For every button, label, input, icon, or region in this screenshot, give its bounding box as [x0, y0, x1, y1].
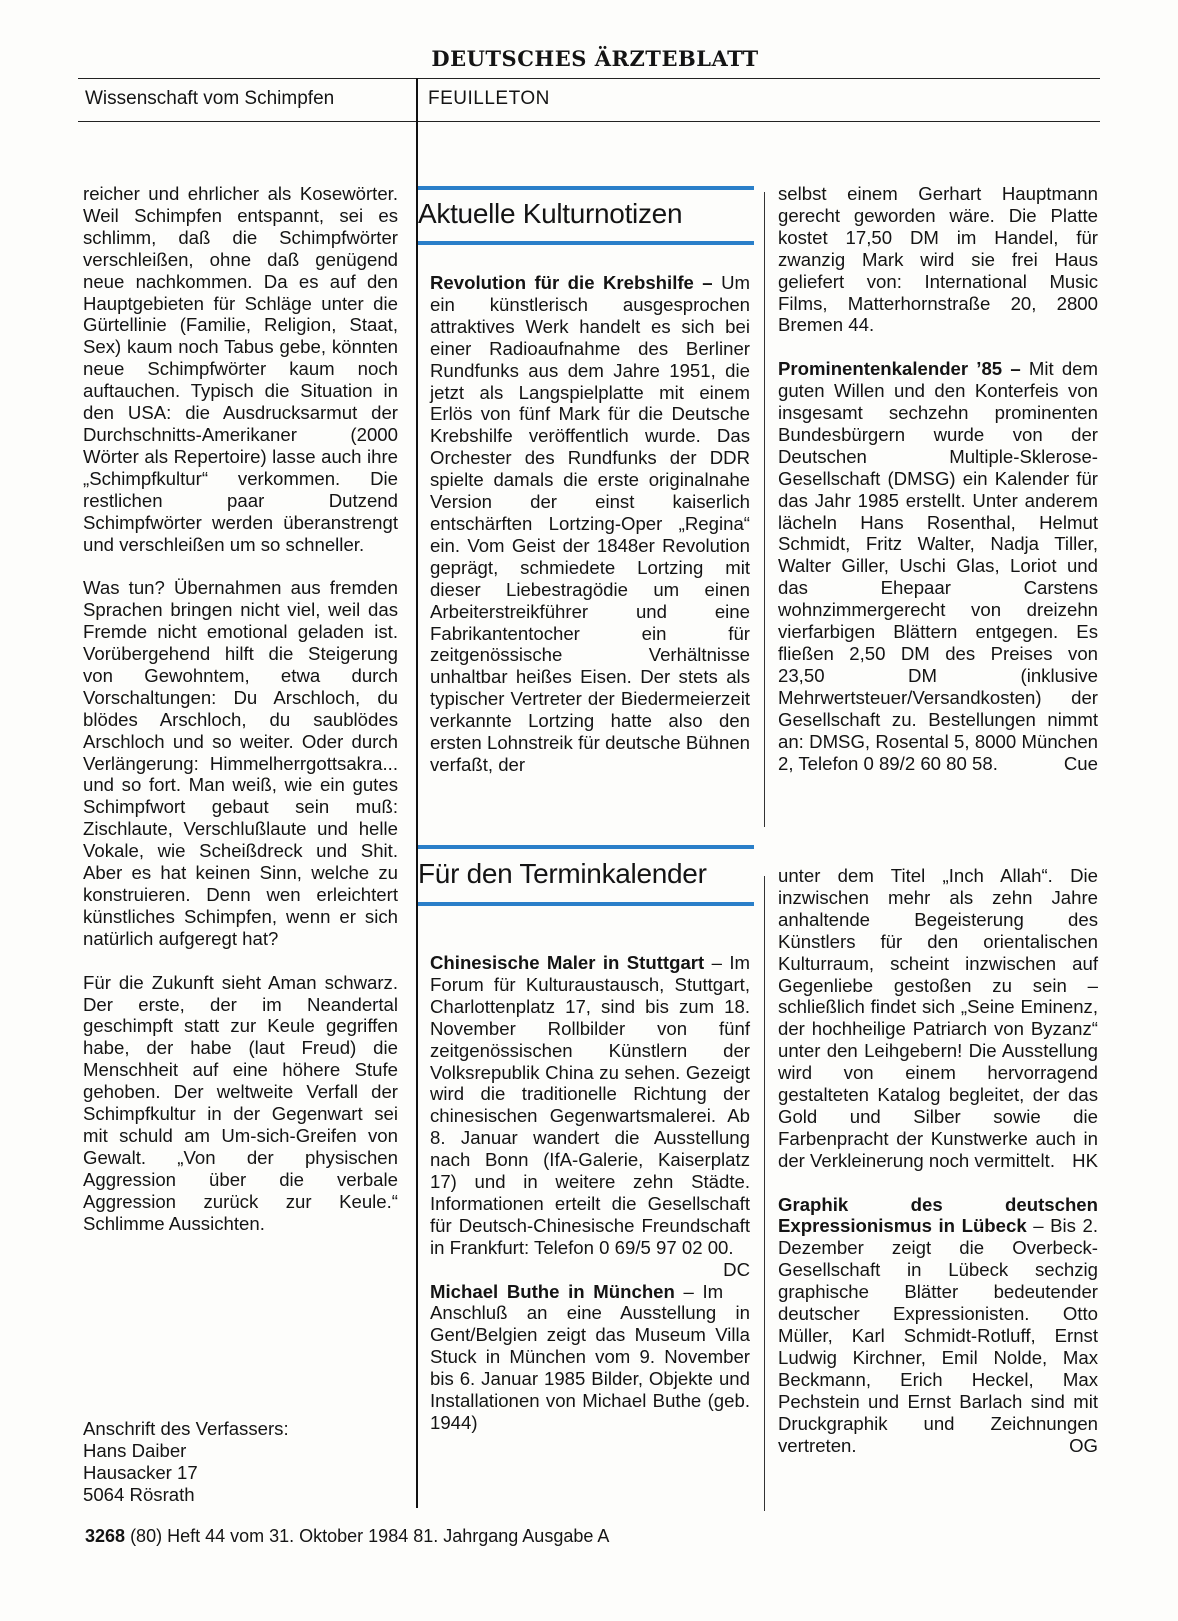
item-heading: Graphik des deutschen Expressionismus in Lübeck — [778, 1193, 1098, 1237]
box1-column-right — [778, 183, 1098, 774]
item-heading: Revolution für die Krebshilfe – — [430, 272, 713, 293]
article-running-title: Wissenschaft vom Schimpfen — [85, 88, 335, 109]
author-initials: HK — [1072, 1149, 1098, 1171]
item-heading: Prominentenkalender ’85 – — [778, 358, 1021, 380]
box2-top-rule — [418, 845, 754, 849]
header-rule — [78, 121, 1100, 122]
paragraph: Was tun? Übernahmen aus fremden Sprachen bringen nicht viel, weil das Fremde nicht emotional geladen ist. Vorübergehend hilft die Steigerung von Gewohntem, etwa durch Vorschaltungen: Du Arschloch, du blödes Arschloch, du saublödes Arschloch und so weiter. Oder durch Verlängerung: Himmelherrgottsakra... und so fort. Man weiß, wie ein gutes Schimpfwort gebaut sein muß: Zischlaute, Verschlußlaute und helle Vokale, wie Scheißdreck und Shit. Aber es hat keinen Sinn, welche zu konstruieren. Denn wen erleichtert künstliches Schimpfen, wenn er sich natürlich aufgeregt hat? — [83, 577, 398, 949]
box2-divider — [764, 876, 765, 1511]
page-footer — [85, 1526, 609, 1547]
box1-divider — [764, 192, 765, 827]
address-line: 5064 Rösrath — [83, 1484, 195, 1505]
box1-column-left — [430, 272, 750, 776]
item-body: Mit dem guten Willen und den Konterfeis von insgesamt sechzehn prominenten Bundesbürgern wurde von der Deutschen Multiple-Sklerose-Gesellschaft (DMSG) ein Kalender für das Jahr 1985 erstellt. Unter anderem lächeln Hans Rosenthal, Helmut Schmidt, Fritz Walter, Nadja Tiller, Walter Giller, Uschi Glas, Loriot und das Ehepaar Carstens wohnzimmergerecht von dreizehn vierfarbigen Blättern entgegen. Es fließen 2,50 DM des Preises von 23,50 DM (inklusive Mehrwertsteuer/Versandkosten) der Gesellschaft zu. Bestellungen nimmt an: DMSG, Rosental 5, 8000 München 2, Telefon 0 89/2 60 80 58. — [778, 358, 1098, 774]
box2-column-left — [430, 952, 750, 1434]
author-initials: DC — [723, 1258, 750, 1280]
paragraph: reicher und ehrlicher als Kosewörter. Weil Schimpfen entspannt, sei es schlimm, daß die Schimpfwörter verschleißen, ohne daß genügend neue nachkommen. Da es auf den Hauptgebieten für Schläge unter die Gürtellinie (Familie, Religion, Staat, Sex) kaum noch Tabus gebe, könnten neue Schimpfwörter kaum noch auftauchen. Typisch die Situation in den USA: die Ausdrucksarmut der Durchschnitts-Amerikaner (2000 Wörter als Repertoire) lasse auch ihre „Schimpfkultur“ verkommen. Die restlichen paar Dutzend Schimpfwörter werden überanstrengt und verschleißen um so schneller. — [83, 183, 398, 555]
item-body: – Bis 2. Dezember zeigt die Overbeck-Gesellschaft in Lübeck sechzig graphische Blätter bedeutender deutscher Expressionisten. Otto Müller, Karl Schmidt-Rotluff, Ernst Ludwig Kirchner, Emil Nolde, Max Beckmann, Erich Heckel, Max Pechstein und Ernst Barlach sind mit Druckgraphik und Zeichnungen vertreten. — [778, 1215, 1098, 1456]
item-continuation: unter dem Titel „Inch Allah“. Die inzwischen mehr als zehn Jahre anhaltende Begeisterung des Künstlers für den orientalischen Kulturraum, scheint inzwischen auf Gegenliebe gestoßen zu sein – schließlich findet sich „Seine Eminenz, der hochheilige Patriarch von Byzanz“ unter den Leihgebern! Die Ausstellung wird von einem hervorragend gestalteten Katalog begleitet, der das Gold und Silber sowie die Farbenpracht der Kunstwerke auch in der Verkleinerung noch vermittelt. — [778, 865, 1098, 1171]
issue-info: (80) Heft 44 vom 31. Oktober 1984 81. Jahrgang Ausgabe A — [130, 1526, 610, 1546]
article-column — [83, 183, 398, 1234]
item-body: Um ein künstlerisch ausgesprochen attraktives Werk handelt es sich bei einer Radioaufnahme des Berliner Rundfunks aus dem Jahre 1951, die jetzt als Langspielplatte mit einem Erlös von fünf Mark für die Deutsche Krebshilfe veröffentlich wurde. Das Orchester des Rundfunks der DDR spielte damals die erste originalnahe Version der einst kaiserlich entschärften Lortzing-Oper „Regina“ ein. Vom Geist der 1848er Revolution geprägt, schmiedete Lortzing mit dieser Liebestragödie um einen Arbeiterstreikführer und eine Fabrikantentocher ein für zeitgenössische Verhältnisse unhaltbar heißes Eisen. Der stets als typischer Vertreter der Biedermeierzeit verkannte Lortzing hatte also den ersten Lohnstreik für deutsche Bühnen verfaßt, der — [430, 272, 750, 775]
page-number: 3268 — [85, 1526, 126, 1546]
item-body: – Im Anschluß an eine Ausstellung in Gent/Belgien zeigt das Museum Villa Stuck in München vom 9. November bis 6. Januar 1985 Bilder, Objekte und Installationen von Michael Buthe (geb. 1944) — [430, 1280, 750, 1434]
paragraph: Für die Zukunft sieht Aman schwarz. Der erste, der im Neandertal geschimpft statt zur Keule gegriffen habe, der habe (laut Freud) die Menschheit auf eine höhere Stufe gehoben. Der weltweite Verfall der Schimpfkultur in der Gegenwart sei mit schuld am Um-sich-Greifen von Gewalt. „Von der physischen Aggression über die verbale Aggression zurück zur Keule.“ Schlimme Aussichten. — [83, 971, 398, 1234]
box2-column-right — [778, 865, 1098, 1456]
top-rule — [410, 78, 1100, 79]
item-continuation: selbst einem Gerhart Hauptmann gerecht geworden wäre. Die Platte kostet 17,50 DM im Handel, für zwanzig Mark wird sie frei Haus geliefert von: International Music Films, Matterhornstraße 20, 2800 Bremen 44. — [778, 183, 1098, 336]
author-address — [83, 1418, 289, 1506]
address-line: Hausacker 17 — [83, 1462, 198, 1483]
item-heading: Chinesische Maler in Stuttgart — [430, 952, 705, 973]
box2-title-rule — [418, 902, 754, 906]
section-label: FEUILLETON — [428, 88, 550, 109]
column-divider — [416, 78, 418, 1508]
masthead: DEUTSCHES ÄRZTEBLATT — [431, 46, 759, 71]
author-initials: OG — [1069, 1434, 1098, 1456]
top-rule-left — [78, 78, 415, 79]
box1-title-rule — [418, 241, 754, 245]
box2-title: Für den Terminkalender — [418, 858, 707, 889]
address-line: Anschrift des Verfassers: — [83, 1418, 289, 1439]
box1-top-rule — [418, 186, 754, 190]
item-heading: Michael Buthe in München — [430, 1280, 675, 1302]
address-line: Hans Daiber — [83, 1440, 187, 1461]
box1-title: Aktuelle Kulturnotizen — [418, 198, 683, 229]
item-body: – Im Forum für Kulturaustausch, Stuttgart, Charlottenplatz 17, sind bis zum 18. November Rollbilder von fünf zeitgenössischen Künstlern der Volksrepublik China zu sehen. Gezeigt wird die traditionelle Richtung der chinesischen Gegenwartsmalerei. Ab 8. Januar wandert die Ausstellung nach Bonn (IfA-Galerie, Kaiserplatz 17) und in weitere zehn Städte. Informationen erteilt die Gesellschaft für Deutsch-Chinesische Freundschaft in Frankfurt: Telefon 0 69/5 97 02 00. — [430, 952, 750, 1258]
author-initials: Cue — [1063, 752, 1098, 774]
